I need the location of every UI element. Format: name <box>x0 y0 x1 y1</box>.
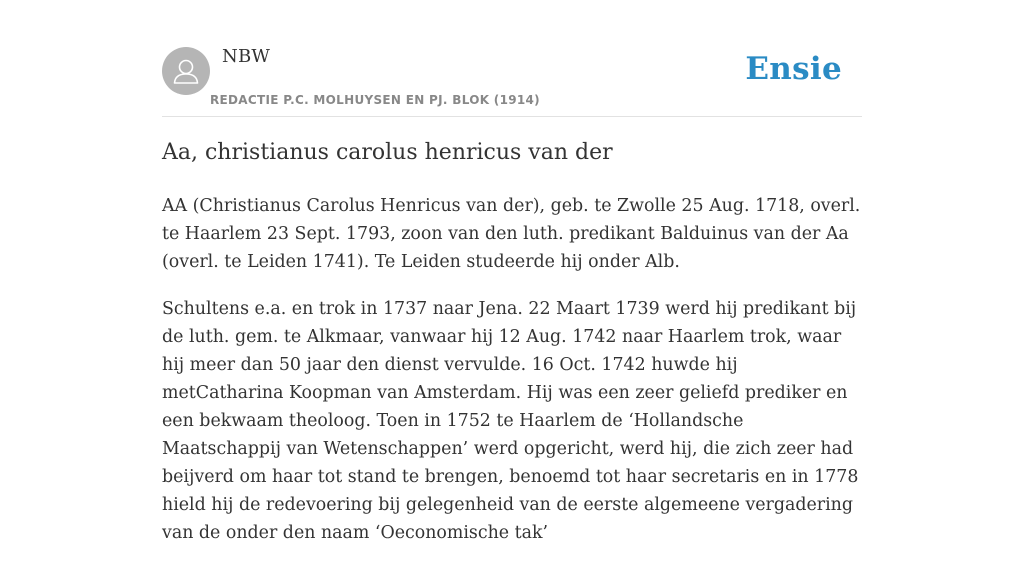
avatar[interactable] <box>162 47 210 95</box>
paragraph: AA (Christianus Carolus Henricus van der), geb. te Zwolle 25 Aug. 1718, overl. te Haarlem 23 Sept. 1793, zoon van den luth. predikant Balduinus van der Aa (overl. te Leiden 1741). Te Leiden studeerde hij onder Alb. <box>162 196 861 272</box>
author-name[interactable]: NBW <box>222 46 271 67</box>
entry-title: Aa, christianus carolus henricus van der <box>162 140 613 165</box>
entry-body <box>162 192 862 566</box>
user-placeholder-icon <box>162 47 210 95</box>
entry-header <box>162 0 862 117</box>
source-attribution: REDACTIE P.C. MOLHUYSEN EN PJ. BLOK (1914) <box>210 93 540 107</box>
paragraph: Schultens e.a. en trok in 1737 naar Jena. 22 Maart 1739 werd hij predikant bij de luth. gem. te Alkmaar, vanwaar hij 12 Aug. 1742 naar Haarlem trok, waar hij meer dan 50 jaar den dienst vervulde. 16 Oct. 1742 huwde hij metCatharina Koopman van Amsterdam. Hij was een zeer geliefd prediker en een bekwaam theoloog. Toen in 1752 te Haarlem de ‘Hollandsche Maatschappij van Wetenschappen’ werd opgericht, werd hij, die zich zeer had beijverd om haar tot stand te brengen, benoemd tot haar secretaris en in 1778 hield hij de redevoering bij gelegenheid van de eerste algemeene vergadering van de onder den naam ‘Oeconomische tak’ <box>162 299 859 543</box>
ensie-logo[interactable]: Ensie <box>745 51 842 87</box>
